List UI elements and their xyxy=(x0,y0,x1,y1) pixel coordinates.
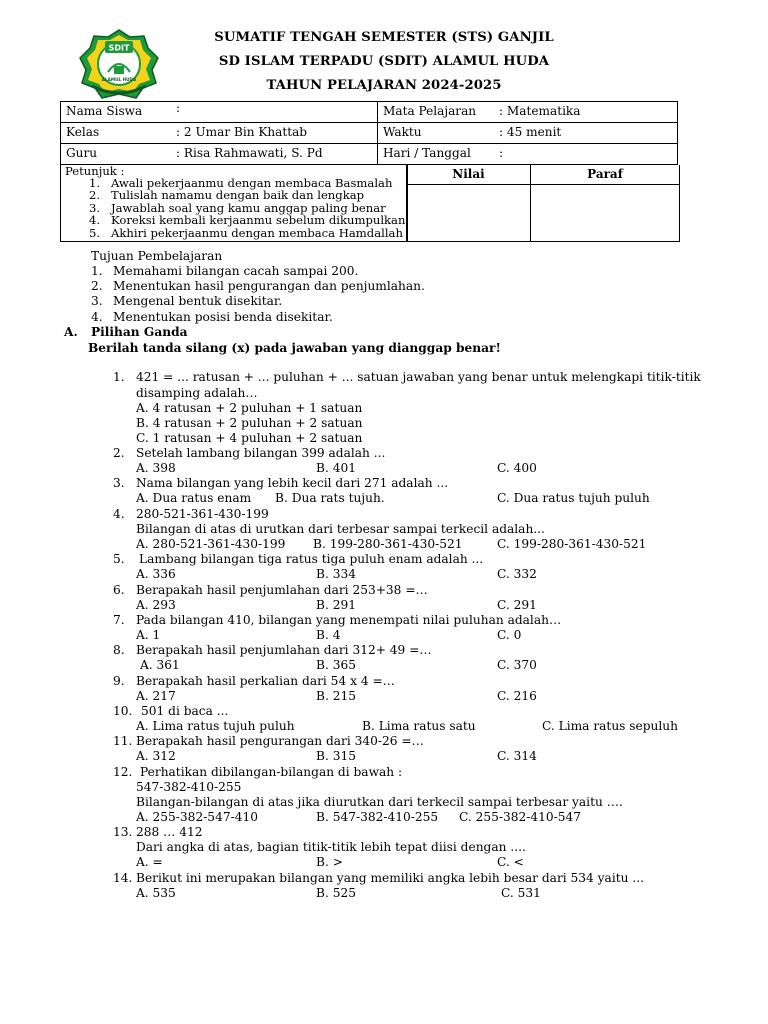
option-b[interactable]: B. 525 xyxy=(316,886,356,900)
waktu-label: Waktu xyxy=(378,123,495,144)
option-a[interactable]: A. 280-521-361-430-199 xyxy=(136,537,286,551)
option-b[interactable]: B. 291 xyxy=(316,598,356,612)
question-text: Pada bilangan 410, bilangan yang menempati nilai puluhan adalah… xyxy=(136,613,562,627)
tujuan-item: Menentukan hasil pengurangan dan penjumlahan. xyxy=(113,279,425,293)
question-number: 12. xyxy=(113,765,133,779)
tujuan-item: Mengenal bentuk disekitar. xyxy=(113,294,283,308)
option-a[interactable]: A. 336 xyxy=(136,567,176,581)
option-b[interactable]: B. Dua rats tujuh. xyxy=(275,491,385,505)
question-text: Nama bilangan yang lebih kecil dari 271 adalah ... xyxy=(136,476,449,490)
nama-label: Nama Siswa xyxy=(61,102,172,123)
question-text: Setelah lambang bilangan 399 adalah ... xyxy=(136,446,386,460)
option-a[interactable]: A. 361 xyxy=(140,658,180,672)
option-c[interactable]: C. 332 xyxy=(497,567,537,581)
question-text: Perhatikan dibilangan-bilangan di bawah : xyxy=(140,765,403,779)
guru-value: : Risa Rahmawati, S. Pd xyxy=(171,144,378,165)
option-a[interactable]: A. 293 xyxy=(136,598,176,612)
item-text: Awali pekerjaanmu dengan membaca Basmalah xyxy=(111,176,393,190)
option-c[interactable]: C. 291 xyxy=(497,598,537,612)
petunjuk-box xyxy=(60,165,408,242)
item-number: 5. xyxy=(89,225,101,240)
section-instruction: Berilah tanda silang (x) pada jawaban yang dianggap benar! xyxy=(88,341,501,355)
nilai-paraf-box xyxy=(406,165,680,242)
option-b[interactable]: B. > xyxy=(316,855,343,869)
option-a[interactable]: A. 312 xyxy=(136,749,176,763)
option-c[interactable]: C. 400 xyxy=(497,461,537,475)
option-a[interactable]: A. 217 xyxy=(136,689,176,703)
question-number: 13. xyxy=(113,825,133,839)
question-text: Berapakah hasil pengurangan dari 340-26 =… xyxy=(136,734,424,748)
question-text: 501 di baca ... xyxy=(141,704,229,718)
question-text: 288 … 412 xyxy=(136,825,203,839)
question-number: 8. xyxy=(113,643,125,657)
question-text: 421 = ... ratusan + ... puluhan + ... satuan jawaban yang benar untuk melengkapi titik-titik xyxy=(136,370,701,384)
option-a[interactable]: A. Lima ratus tujuh puluh xyxy=(136,719,295,733)
item-number: 2. xyxy=(89,188,101,203)
section-title: Pilihan Ganda xyxy=(91,325,188,339)
question-number: 11. xyxy=(113,734,133,748)
option-c[interactable]: C. 216 xyxy=(497,689,537,703)
option-c[interactable]: C. Lima ratus sepuluh xyxy=(542,719,679,733)
question-text: Berapakah hasil penjumlahan dari 253+38 =… xyxy=(136,583,428,597)
hari-value[interactable]: : xyxy=(494,144,678,165)
question-number: 1. xyxy=(113,370,125,384)
question-number: 2. xyxy=(113,446,125,460)
option-a[interactable]: A. 255-382-547-410 xyxy=(136,810,258,824)
logo-text: SDIT xyxy=(108,43,130,53)
mapel-label: Mata Pelajaran xyxy=(378,102,495,123)
tujuan-item: Menentukan posisi benda disekitar. xyxy=(113,310,333,324)
nama-value[interactable]: : xyxy=(171,102,378,123)
option-b[interactable]: B. 215 xyxy=(316,689,356,703)
option-a[interactable]: A. 4 ratusan + 2 puluhan + 1 satuan xyxy=(136,401,363,415)
question-text: disamping adalah… xyxy=(136,386,258,400)
question-text: Berikut ini merupakan bilangan yang memiliki angka lebih besar dari 534 yaitu ... xyxy=(136,871,644,885)
question-number: 3. xyxy=(113,476,125,490)
option-a[interactable]: A. 398 xyxy=(136,461,176,475)
item-text: Jawablah soal yang kamu anggap paling benar xyxy=(111,200,386,215)
tujuan-number: 4. xyxy=(91,310,103,324)
question-number: 6. xyxy=(113,583,125,597)
paraf-header: Paraf xyxy=(531,165,679,185)
question-number: 4. xyxy=(113,507,125,521)
tujuan-number: 1. xyxy=(91,264,103,278)
option-b[interactable]: B. 334 xyxy=(316,567,356,581)
tujuan-number: 3. xyxy=(91,294,103,308)
logo-subtext: ALAMUL HUDA xyxy=(101,77,137,82)
option-c[interactable]: C. 199-280-361-430-521 xyxy=(497,537,647,551)
waktu-value: : 45 menit xyxy=(494,123,678,144)
question-text: Lambang bilangan tiga ratus tiga puluh enam adalah ... xyxy=(139,552,484,566)
tujuan-number: 2. xyxy=(91,279,103,293)
option-b[interactable]: B. 315 xyxy=(316,749,356,763)
mapel-value: : Matematika xyxy=(494,102,678,123)
question-text: Berapakah hasil perkalian dari 54 x 4 =… xyxy=(136,674,395,688)
option-c[interactable]: C. Dua ratus tujuh puluh xyxy=(497,491,650,505)
option-c[interactable]: C. 255-382-410-547 xyxy=(459,810,582,824)
kelas-value: : 2 Umar Bin Khattab xyxy=(171,123,378,144)
question-text: Dari angka di atas, bagian titik-titik lebih tepat diisi dengan .... xyxy=(136,840,526,854)
item-text: Tulislah namamu dengan baik dan lengkap xyxy=(111,188,365,203)
question-number: 14. xyxy=(113,871,133,885)
option-b[interactable]: B. 401 xyxy=(316,461,356,475)
item-number: 4. xyxy=(89,213,101,228)
list-item xyxy=(61,227,405,239)
question-number: 5. xyxy=(113,552,125,566)
option-a[interactable]: A. = xyxy=(136,855,163,869)
student-info-table xyxy=(60,101,678,165)
option-b[interactable]: B. 547-382-410-255 xyxy=(316,810,439,824)
option-c[interactable]: C. 370 xyxy=(497,658,537,672)
question-text: 547-382-410-255 xyxy=(136,780,242,794)
option-c[interactable]: C. 314 xyxy=(497,749,537,763)
item-number: 3. xyxy=(89,200,101,215)
kelas-label: Kelas xyxy=(61,123,172,144)
section-label: A. xyxy=(64,325,78,339)
question-number: 7. xyxy=(113,613,125,627)
option-a[interactable]: A. 535 xyxy=(136,886,176,900)
option-c[interactable]: C. 1 ratusan + 4 puluhan + 2 satuan xyxy=(136,431,363,445)
tujuan-item: Memahami bilangan cacah sampai 200. xyxy=(113,264,359,278)
option-b[interactable]: B. 4 ratusan + 2 puluhan + 2 satuan xyxy=(136,416,363,430)
question-text: Bilangan di atas di urutkan dari terbesar sampai terkecil adalah... xyxy=(136,522,545,536)
petunjuk-list xyxy=(61,177,405,239)
option-c[interactable]: C. 531 xyxy=(501,886,541,900)
header-title-2: SD ISLAM TERPADU (SDIT) ALAMUL HUDA xyxy=(218,54,550,69)
header-title-1: SUMATIF TENGAH SEMESTER (STS) GANJIL xyxy=(214,30,554,45)
hari-label: Hari / Tanggal xyxy=(378,144,495,165)
question-text: 280-521-361-430-199 xyxy=(136,507,269,521)
option-b[interactable]: B. 4 xyxy=(316,628,341,642)
option-a[interactable]: A. 1 xyxy=(136,628,161,642)
guru-label: Guru xyxy=(61,144,172,165)
item-text: Koreksi kembali kerjaanmu sebelum dikumpulkan xyxy=(111,213,406,228)
question-number: 10. xyxy=(113,704,133,718)
tujuan-title: Tujuan Pembelajaran xyxy=(91,249,223,263)
option-b[interactable]: B. 365 xyxy=(316,658,356,672)
item-number: 1. xyxy=(89,176,101,190)
option-a[interactable]: A. Dua ratus enam xyxy=(136,491,252,505)
header-title-3: TAHUN PELAJARAN 2024-2025 xyxy=(266,78,502,93)
option-b[interactable]: B. 199-280-361-430-521 xyxy=(313,537,463,551)
option-b[interactable]: B. Lima ratus satu xyxy=(362,719,476,733)
nilai-header: Nilai xyxy=(407,165,531,185)
question-text: Bilangan-bilangan di atas jika diurutkan dari terkecil sampai terbesar yaitu …. xyxy=(136,795,623,809)
item-text: Akhiri pekerjaanmu dengan membaca Hamdallah xyxy=(111,225,403,240)
question-number: 9. xyxy=(113,674,125,688)
petunjuk-title: Petunjuk : xyxy=(65,164,125,178)
question-text: Berapakah hasil penjumlahan dari 312+ 49 =… xyxy=(136,643,432,657)
option-c[interactable]: C. < xyxy=(497,855,524,869)
option-c[interactable]: C. 0 xyxy=(497,628,522,642)
